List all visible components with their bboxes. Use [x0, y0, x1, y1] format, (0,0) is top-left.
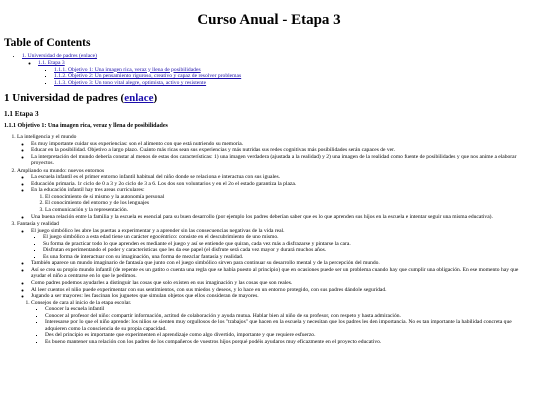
list-item: ◦ Jugando a ser mayores: les fascinan los juguetes que simulan objetos que ellos consideran de mayores. [31, 293, 534, 300]
list-item: ▪ Des del principio es importante que experimenten el aprendizaje como algo divertido, importante y que requiere esfuerzo. [45, 332, 534, 339]
outline-body [4, 134, 534, 346]
list-item: ▪ Su forma de practicar todo lo que aprenden es mediante el juego y así se entiende que quiran, cada vez más a disfrazarse y pintarse la cara. [43, 241, 534, 248]
toc-link-1[interactable]: 1. Universidad de padres (enlace) [22, 53, 98, 59]
section-heading-text: 1 Universidad de padres ( [4, 91, 125, 104]
section-heading-1-1: 1.1 Etapa 3 [4, 109, 39, 118]
item-text: La inteligencia y el mundo [17, 133, 77, 140]
list-item: ◦ Al leer cuentos el niño puede experimentar con sus sentimientos, con sus miedos y deseos, y lo hace en un entorno protegido, con sus padres dándole seguridad. [31, 287, 534, 294]
list-item [31, 300, 534, 346]
enlace-link[interactable]: enlace [124, 91, 154, 104]
list-item [31, 228, 534, 261]
list-item: ◦ Una buena relación entre la familia y la escuela es esencial para su buen desarrollo (por ejemplo los padres deberían saber que es lo que aprenden sus hijos en la escuela e intentar seguir una misma educativa). [31, 214, 534, 221]
list-item: ▪ Disfrutan experimentando el poder y caracteristicas que les da ese papel (el disfrute será cada vez mayor y durará muchos años. [43, 247, 534, 254]
toc-link-1-1[interactable]: 1.1. Etapa 3 [38, 59, 65, 66]
toc-item [54, 67, 534, 74]
toc-item [54, 80, 534, 87]
list-item [17, 134, 534, 167]
toc-item [22, 53, 534, 87]
toc-heading: Table of Contents [4, 37, 91, 49]
list-item: ▪ Es bueno mantener una relación con los padres de los compañeros de vuestros hijos porqué podéis ayudaros muy eficazmente en el proyecto educativo. [45, 339, 534, 346]
section-heading-1-1-1: 1.1.1 Objetivo 1: Una imagen rica, veraz y llena de posibilidades [4, 122, 168, 129]
list-item: ◦ Como padres podemos ayudarles a distinguir las cosas que solo existen en sus imaginación y las cosas que son reales. [31, 280, 534, 287]
list-item: ◦ La interpretación del mundo debería constar al menos de estas dos características: 1) una imagen verdadera (ajustada a la realidad) y 2) una imagen de la realidad como fuente de posibilidades y que nos anime a elaborar proyectos. [31, 154, 534, 167]
item-text: Fantasía y realidad [17, 221, 59, 228]
list-item: ▪ Conocer al profesor del niño: compartir información, actitud de colaboración y ayuda mutua. Hablar bien al niño de su profesor, con respeto y hasta admiración. [45, 313, 534, 320]
list-item: ◦ Es muy importante cuidar sus experiencias: son el alimento con que está nutriendo su memoria. [31, 141, 534, 148]
list-item: ◦ También aparece un mundo imaginario de fantasía que junto con el juego simbólico sirven para continuar su desarrollo mental y de la percepción del mundo. [31, 260, 534, 267]
item-text: Consejos de cara al inicio de la etapa escolar. [31, 299, 132, 306]
list-item: ▪ El juego simbólico a esta edad tiene un carácter egocéntrico: consiste en el descubrimiento de uno mismo. [43, 234, 534, 241]
outline-list [4, 134, 534, 346]
section-heading-1 [4, 92, 534, 104]
list-item: ◦ Educación primaria. 1r ciclo de 0 a 3 y 2o ciclo de 3 a 6. Los dos son voluntarios y en el 2o el estado garantiza la plaza. [31, 181, 534, 188]
list-item [17, 221, 534, 345]
list-item: 1. El conocimiento de sí mismo y la autonomía personal [45, 194, 534, 201]
toc-item [54, 73, 534, 80]
table-of-contents [4, 53, 534, 87]
list-item: 3. La comunicación y la representación. [45, 207, 534, 214]
list-item: ▪ Conocer la escuela infantil [45, 306, 534, 313]
toc-link-1-1-2[interactable]: 1.1.2. Objetivo 2: Un pensamiento riguroso, creativo y capaz de resolver problemas [54, 73, 242, 80]
list-item: 2. El conocimiento del entorno y de los lenguajes [45, 200, 534, 207]
item-text: En la educación infantil hay tres areas curriculares: [31, 187, 145, 194]
item-text: Ampliando su mundo: nuevos entornos [17, 167, 105, 174]
page-title: Curso Anual - Etapa 3 [197, 12, 341, 28]
item-text: El juego simbólico les abre las puertas a experimentar y a aprender sin las consecuencias negativas de la vida real. [31, 227, 285, 234]
toc-link-1-1-3[interactable]: 1.1.3. Objetivo 3: Un tono vital alegre, optimista, activo y resistente [54, 80, 207, 87]
toc-link-1-1-1[interactable]: 1.1.1. Objetivo 1: Una imagen rica, veraz y llena de posibilidades [54, 66, 201, 73]
list-item [31, 187, 534, 213]
list-item [17, 168, 534, 220]
list-item: ◦ Educar en la posibilidad. Objetivo a largo plazo. Cuánto más ricas sean sus experiencias y más nutridas sus redes cognitivas más posibilidades serán capaces de ver. [31, 147, 534, 154]
list-item: ▪ Interesarse por lo que el niño aprende: los niños se sienten muy orgullosos de los "trabajos" que hacen en la escuela y necesitan que los padres les den importancia. No es tan importante la habilidad concreta que adquieren como la consciencia de su propia capacidad. [45, 319, 534, 332]
list-item: ◦ La escuela infantil es el primer entorno infantil habitual del niño donde se relaciona e interactua con sus iguales. [31, 174, 534, 181]
toc-item [38, 60, 534, 87]
section-heading-suffix: ) [153, 91, 158, 104]
list-item: ◦ Así se crea su propio mundo infantil (de repente es un gatito o cuenta una regla que se había puesto al principio) que en ocasiones puede ser un problema cuando hay que cumplir una obligación. En ese momento hay que ayudar el niño a centrarse en lo que le pedimos. [31, 267, 534, 280]
list-item: ▪ Es una forma de interactuar con su imaginación, una forma de mezclar fantasía y realidad. [43, 254, 534, 261]
